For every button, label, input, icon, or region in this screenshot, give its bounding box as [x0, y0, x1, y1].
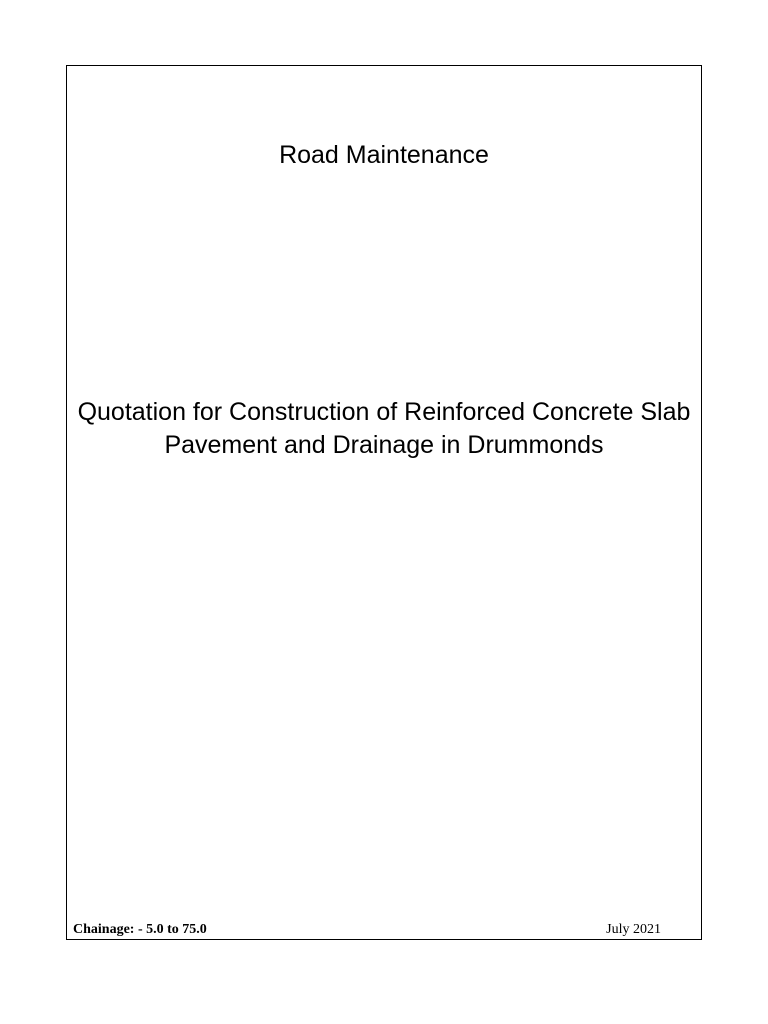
- document-title-line-2: Pavement and Drainage in Drummonds: [164, 431, 604, 459]
- document-title-line-1: Quotation for Construction of Reinforced Concrete Slab: [77, 398, 691, 426]
- document-date: July 2021: [606, 922, 661, 937]
- document-page: [66, 65, 702, 940]
- section-heading: Road Maintenance: [279, 141, 489, 169]
- document-title: [67, 396, 701, 462]
- chainage-label: Chainage: - 5.0 to 75.0: [73, 922, 207, 937]
